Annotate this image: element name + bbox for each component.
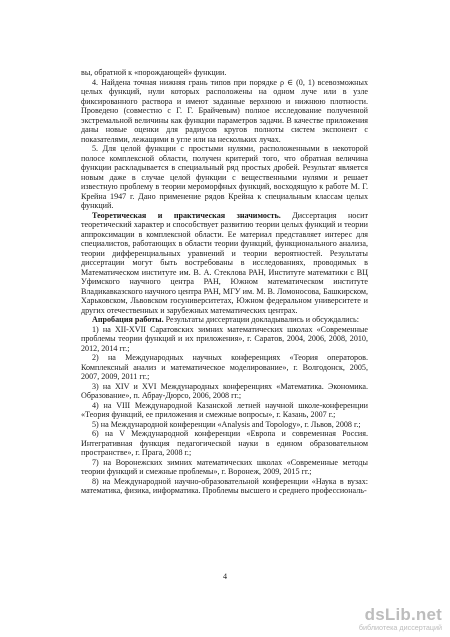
list-item: 3) на XIV и XVI Международных конференциях «Математика. Экономика. Образование», п. Абрау-Дюрсо, 2006, 2008 гг.;	[81, 381, 368, 400]
page-number: 4	[222, 572, 228, 581]
approbation-text: Результаты диссертации докладывались и обсуждались:	[163, 315, 359, 324]
list-item: 7) на Воронежских зимних математических школах «Современные методы теории функций и смежные проблемы», г. Воронеж, 2009, 2015 гг.;	[81, 457, 368, 476]
significance-heading: Теоретическая и практическая значимость.	[92, 210, 281, 220]
watermark-subtitle: библиотека диссертаций	[358, 623, 442, 632]
list-item: 6) на V Международной конференции «Европа и современная Россия. Интегративная функция педагогической науки в едином образовательном пространстве», г. Прага, 2008 г.;	[81, 429, 368, 457]
list-item: 5) на Международной конференции «Analysis and Topology», г. Львов, 2008 г.;	[92, 419, 361, 429]
paragraph-continuation: вы, обратной к «порождающей» функции.	[81, 68, 227, 77]
list-item: 2) на Международных научных конференциях «Теория операторов. Комплексный анализ и математическое моделирование», г. Волгодонск, 2005, 2007, 2009, 2011 гг.;	[81, 353, 368, 381]
paragraph-result-5: 5. Для целой функции с простыми нулями, расположенными в некоторой полосе комплексной области, получен критерий того, что обратная величина функции раскладывается в специальный ряд простых дробей. Результат является новым даже в случае целой функции с вещественными нулями и решает известную проблему в теории мероморфных функций, восходящую к работе М. Г. Крейна 1947 г. Дано применение рядов Крейна к специальным классам целых функций.	[81, 144, 368, 210]
paragraph-result-4: 4. Найдена точная нижняя грань типов при порядке ρ ∈ (0, 1) всевозможных целых функций, нули которых расположены на одном луче или в узле фиксированного раствора и имеют заданные верхнюю и нижнюю плотности. Проведено (совместно с Г. Г. Брайчевым) полное исследование полученной экстремальной величины как функции параметров задачи. В качестве приложения даны новые оценки для радиусов кругов полноты систем экспонент с показателями, лежащими в угле или на нескольких лучах.	[81, 77, 368, 144]
watermark	[322, 605, 442, 631]
body-text	[81, 68, 368, 496]
watermark-logo: dsLib.net	[364, 605, 442, 624]
significance-text: Диссертация носит теоретический характер и способствует развитию теории целых функций и теории аппроксимации в комплексной области. Ее материал представляет интерес для специалистов, работающих в области теории функций, функционального анализа, теории дифференциальных уравнений и теории вероятностей. Результаты диссертации могут быть востребованы в исследованиях, проводимых в Математическом институте им. В. А. Стеклова РАН, Институте математики с ВЦ Уфимского научного центра РАН, Южном математическом институте Владикавказского научного центра РАН, МГУ им. М. В. Ломоносова, Башкирском, Харьковском, Львовском госуниверситетах, Южном федеральном университете и других отечественных и зарубежных математических центрах.	[81, 210, 369, 315]
list-item: 1) на XII-XVII Саратовских зимних математических школах «Современные проблемы теории функций и их приложения», г. Саратов, 2004, 2006, 2008, 2010, 2012, 2014 гг.;	[81, 324, 368, 353]
approbation-heading: Апробация работы.	[92, 315, 164, 324]
paragraph-approbation	[81, 315, 368, 325]
list-item: 4) на VIII Международной Казанской летней научной школе-конференции «Теория функций, ее приложения и смежные вопросы», г. Казань, 2007 г.;	[81, 400, 368, 419]
list-item: 8) на Международной научно-образовательной конференции «Наука в вузах: математика, физика, информатика. Проблемы высшего и среднего профессиональ-	[81, 476, 368, 495]
paragraph-significance	[81, 211, 368, 316]
